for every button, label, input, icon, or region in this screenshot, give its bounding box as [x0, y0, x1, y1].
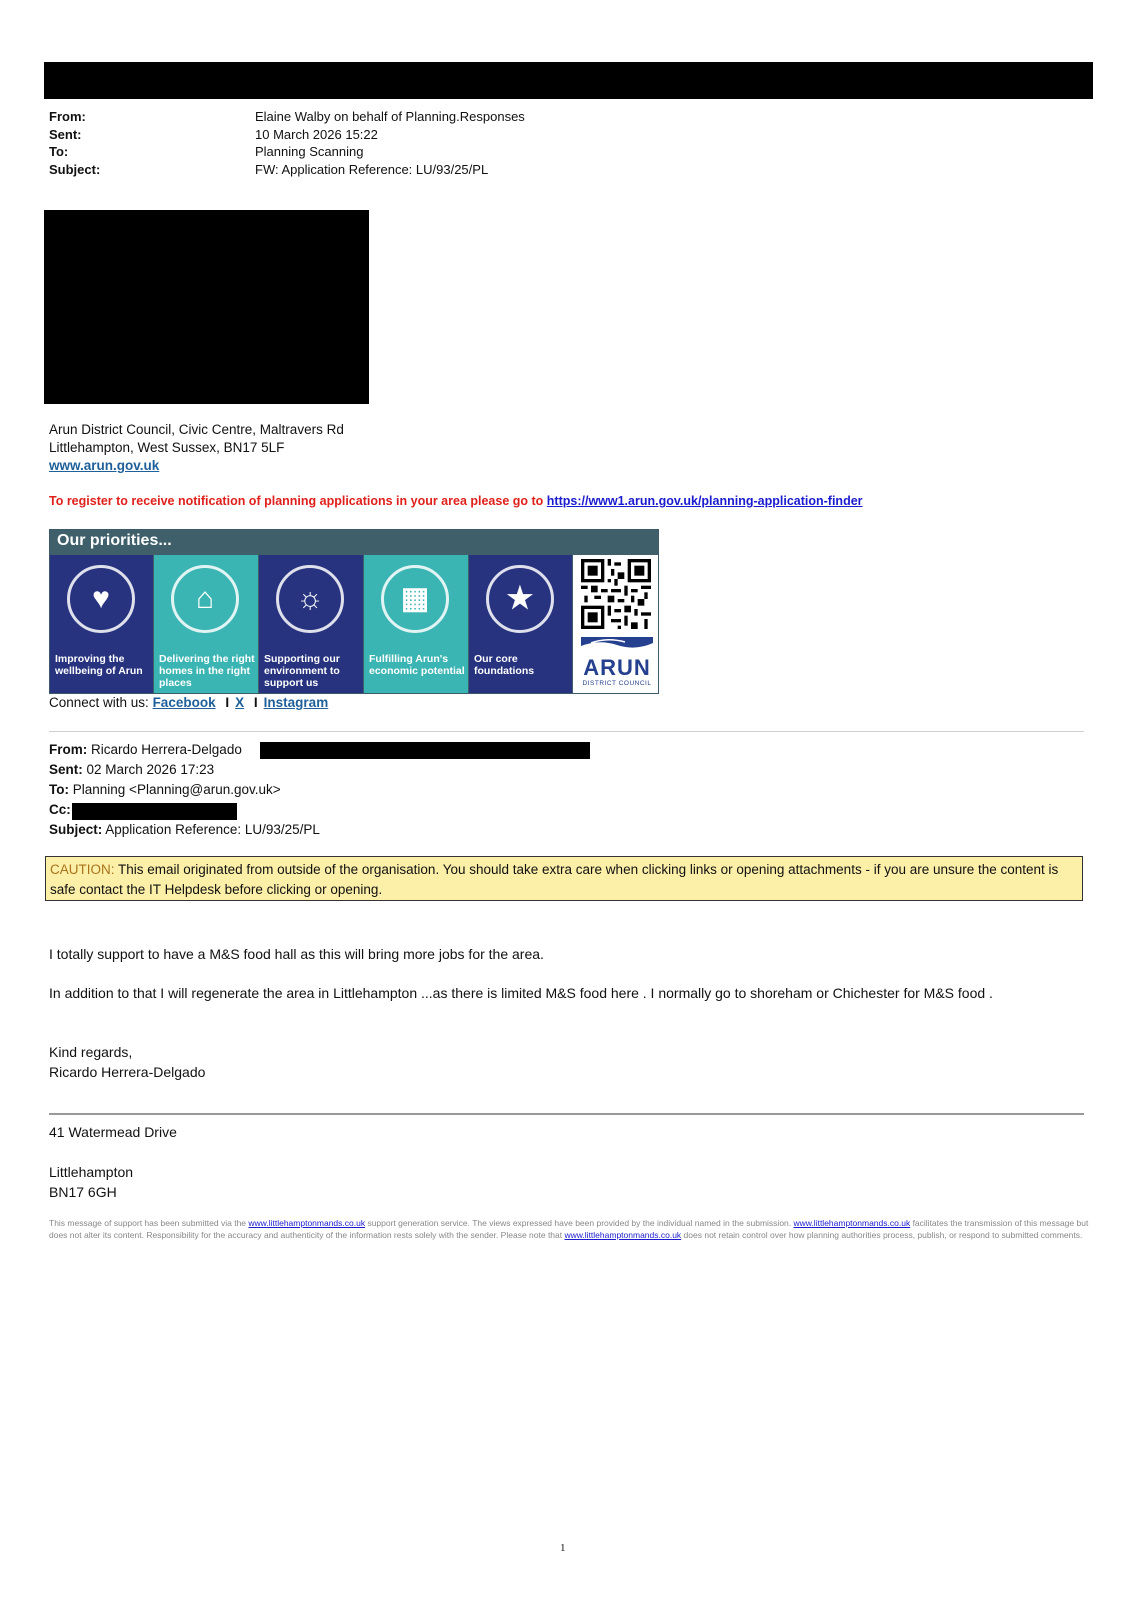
body-paragraph: In addition to that I will regenerate the area in Littlehampton ...as there is limited M&S food here . I normally go to shoreham or Chichester for M&S food . — [49, 985, 993, 1001]
fwd-key: Cc: — [49, 802, 71, 817]
header-value: Planning Scanning — [255, 144, 364, 159]
address-line: Arun District Council, Civic Centre, Maltravers Rd — [49, 422, 344, 437]
header-key: Sent: — [49, 126, 82, 142]
header-value: Elaine Walby on behalf of Planning.Responses — [255, 109, 525, 124]
fwd-key: Subject: — [49, 822, 103, 837]
footer-disclaimer — [49, 1217, 1089, 1241]
house-family-icon: ⌂ — [171, 565, 239, 633]
header-from-row — [49, 108, 525, 126]
redacted-header-bar — [44, 62, 1093, 99]
header-to-row — [49, 143, 525, 161]
link-separator: I — [253, 695, 258, 710]
fwd-value: Ricardo Herrera-Delgado — [91, 742, 242, 757]
council-address — [49, 421, 344, 475]
fwd-value: 02 March 2026 17:23 — [86, 762, 215, 777]
notice-text: To register to receive notification of planning applications in your area please go to — [49, 494, 547, 508]
brick-wall-icon: ▦ — [381, 565, 449, 633]
sender-street: 41 Watermead Drive — [49, 1124, 177, 1140]
x-link[interactable]: X — [235, 695, 245, 710]
header-key: To: — [49, 144, 69, 159]
planning-finder-link[interactable]: https://www1.arun.gov.uk/planning-application-finder — [546, 494, 863, 508]
council-website-link[interactable]: www.arun.gov.uk — [49, 458, 160, 473]
footer-text: does not retain control over how planning authorities process, publish, or respond to submitted comments. — [681, 1230, 1083, 1240]
header-key: Subject: — [49, 161, 101, 177]
lightbulb-leaf-icon: ☼ — [276, 565, 344, 633]
fwd-subject-row — [49, 820, 320, 840]
caution-banner — [45, 856, 1083, 901]
arun-logo — [581, 637, 653, 687]
facebook-link[interactable]: Facebook — [152, 695, 216, 710]
footer-link[interactable]: www.littlehamptonmands.co.uk — [248, 1218, 366, 1228]
qr-logo-panel — [573, 555, 658, 693]
body-paragraph: I totally support to have a M&S food hall as this will bring more jobs for the area. — [49, 946, 544, 962]
fwd-key: From: — [49, 742, 88, 757]
fwd-to-row — [49, 780, 320, 800]
divider — [49, 731, 1084, 732]
sender-town: Littlehampton — [49, 1164, 134, 1180]
planning-notice — [49, 494, 863, 508]
priority-tile — [364, 555, 468, 693]
email-header — [49, 108, 525, 178]
priority-tile — [154, 555, 258, 693]
instagram-link[interactable]: Instagram — [263, 695, 329, 710]
wave-logo-icon — [581, 637, 653, 651]
footer-link[interactable]: www.littlehamptonmands.co.uk — [793, 1218, 911, 1228]
connect-label: Connect with us: — [49, 695, 153, 710]
hand-stars-icon: ★ — [486, 565, 554, 633]
tile-caption: Improving the wellbeing of Arun — [55, 653, 143, 677]
fwd-key: To: — [49, 782, 69, 797]
address-line: Littlehampton, West Sussex, BN17 5LF — [49, 440, 285, 455]
redacted-email-address — [260, 742, 590, 759]
tile-caption: Fulfilling Arun's economic potential — [369, 653, 465, 677]
tile-caption: Delivering the right homes in the right places — [159, 653, 255, 689]
fwd-value: Application Reference: LU/93/25/PL — [105, 822, 320, 837]
redacted-cc — [72, 803, 237, 820]
qr-code-icon — [581, 559, 651, 629]
caution-text: This email originated from outside of the organisation. You should take extra care when clicking links or opening attachments - if you are unsure the content is safe contact the IT Helpdesk before clicking or opening. — [50, 862, 1059, 897]
fwd-sent-row — [49, 760, 320, 780]
page-number: 1 — [560, 1542, 566, 1554]
heart-icon: ♥ — [67, 565, 135, 633]
header-value: FW: Application Reference: LU/93/25/PL — [255, 161, 489, 177]
priority-tile — [50, 555, 153, 693]
tile-caption: Our core foundations — [474, 653, 535, 677]
footer-link[interactable]: www.littlehamptonmands.co.uk — [564, 1230, 682, 1240]
banner-title: Our priorities... — [57, 532, 172, 549]
divider — [49, 1113, 1084, 1115]
header-subject-row — [49, 161, 525, 179]
fwd-value: Planning <Planning@arun.gov.uk> — [72, 782, 281, 797]
header-value: 10 March 2026 15:22 — [255, 126, 378, 142]
priorities-banner — [49, 529, 659, 694]
priority-tile — [469, 555, 572, 693]
caution-label: CAUTION: — [50, 862, 115, 877]
tile-caption: Supporting our environment to support us — [264, 653, 340, 689]
closing: Kind regards, — [49, 1044, 133, 1060]
connect-with-us — [49, 695, 328, 710]
fwd-key: Sent: — [49, 762, 83, 777]
header-sent-row — [49, 126, 525, 144]
priority-tile — [259, 555, 363, 693]
arun-logo-word: ARUN — [583, 655, 651, 680]
link-separator: I — [225, 695, 230, 710]
arun-logo-sub: DISTRICT COUNCIL — [582, 680, 652, 687]
sender-postcode: BN17 6GH — [49, 1184, 117, 1200]
signature-name: Ricardo Herrera-Delgado — [49, 1064, 206, 1080]
header-key: From: — [49, 109, 86, 124]
redacted-image — [44, 210, 369, 404]
footer-text: This message of support has been submitted via the — [49, 1218, 249, 1228]
footer-text: support generation service. The views expressed have been provided by the individual named in the submission. — [365, 1218, 794, 1228]
footer-text: facilitates the transmission of this message but does not alter its content. Responsibility for the accuracy and authenticity of the information rests solely with the sender. Please note that — [49, 1218, 1089, 1240]
